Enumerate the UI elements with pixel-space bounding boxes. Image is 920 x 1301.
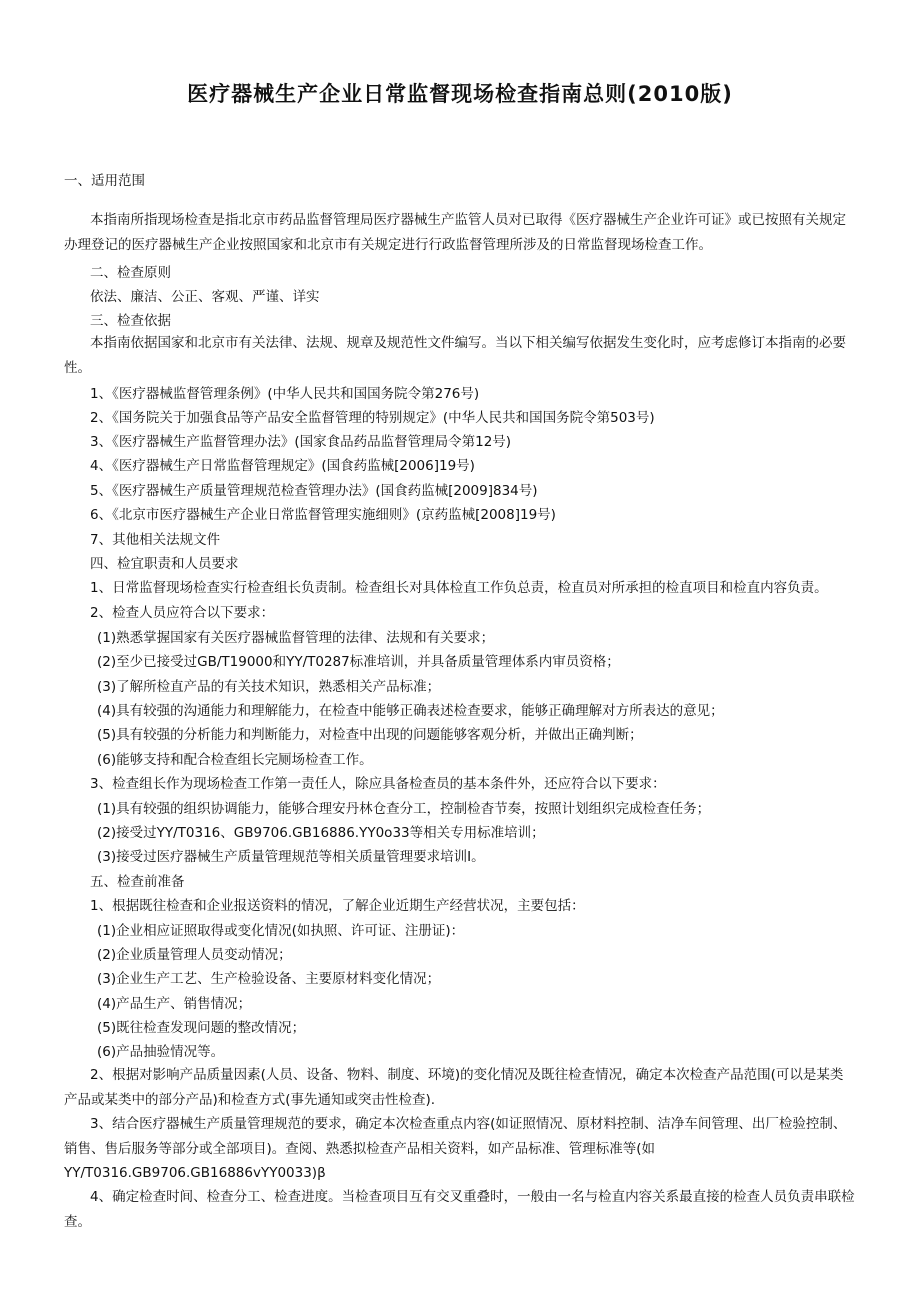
section-heading-scope: 一、适用范围 — [64, 173, 145, 189]
list-item: (3)企业生产工艺、生产检验设备、主要原材料变化情况； — [97, 971, 441, 987]
section-heading-principles: 二、检查原则 — [90, 265, 171, 281]
paragraph-preparation-2: 2、根据对影响产品质量因素(人员、设备、物料、制度、环境)的变化情况及既往检查情况，确定本次检查产品范围(可以是某类产品或某类中的部分产品)和检查方式(事先通知或突击性检查). — [64, 1067, 844, 1108]
list-item: (5)既往检查发现问题的整改情况； — [97, 1020, 306, 1036]
list-item: (5)具有较强的分析能力和判断能力，对检查中出现的问题能够客观分析，并做出正确判断； — [97, 727, 643, 743]
list-item: (4)产品生产、销售情况； — [97, 996, 252, 1012]
section-heading-basis: 三、检查依据 — [90, 313, 171, 329]
list-item: (1)企业相应证照取得或变化情况(如执照、许可证、注册证)： — [97, 923, 465, 939]
list-item: 1、《医疗器械监督管理条例》(中华人民共和国国务院令第276号) — [90, 386, 480, 402]
list-item: (2)企业质量管理人员变动情况； — [97, 947, 292, 963]
paragraph-preparation-1: 1、根据既往检查和企业报送资料的情况，了解企业近期生产经营状况，主要包括： — [90, 898, 585, 914]
list-item: 4、《医疗器械生产日常监督管理规定》(国食药监械[2006]19号) — [90, 458, 475, 474]
paragraph-basis: 本指南依据国家和北京市有关法律、法规、规章及规范性文件编写。当以下相关编写依据发生变化时，应考虑修订本指南的必要性。 — [64, 335, 846, 376]
paragraph-preparation-4: 4、确定检查时间、检查分工、检查进度。当检查项目互有交叉重叠时，一般由一名与检直内容关系最直接的检查人员负责串联检查。 — [64, 1189, 855, 1230]
list-item: (2)至少已接受过GB/T19000和YY/T0287标准培训，并具备质量管理体系内审员资格； — [97, 654, 620, 670]
list-item: (4)具有较强的沟通能力和理解能力，在检查中能够正确表述检查要求，能够正确理解对方所表达的意见； — [97, 703, 724, 719]
paragraph-duties-2: 2、检查人员应符合以下要求： — [90, 605, 275, 621]
list-item: 2、《国务院关于加强食品等产品安全监督管理的特别规定》(中华人民共和国国务院令第503号) — [90, 410, 655, 426]
section-heading-duties: 四、检宜职责和人员要求 — [90, 556, 239, 572]
paragraph-duties-3: 3、检查组长作为现场检查工作第一责任人，除应具备检查员的基本条件外，还应符合以下要求： — [90, 776, 666, 792]
list-item: (3)接受过医疗器械生产质量管理规范等相关质量管理要求培训Ⅰ。 — [97, 849, 485, 865]
paragraph-scope: 本指南所指现场检查是指北京市药品监督管理局医疗器械生产监管人员对已取得《医疗器械生产企业许可证》或已按照有关规定办理登记的医疗器械生产企业按照国家和北京市有关规定进行行政监督管理所涉及的日常监督现场检查工作。 — [64, 212, 846, 253]
list-item: 7、其他相关法规文件 — [90, 532, 221, 548]
paragraph-preparation-3: 3、结合医疗器械生产质量管理规范的要求，确定本次检查重点内容(如证照情况、原材料控制、洁净车间管理、出厂检验控制、销售、售后服务等部分或全部项目)。查阅、熟悉拟检查产品相关资料，如产品标准、管理标准等(如YY/T0316.GB9706.GB16886vYY0033)β — [64, 1116, 847, 1181]
list-item: 3、《医疗器械生产监督管理办法》(国家食品药品监督管理局令第12号) — [90, 434, 512, 450]
list-item: (1)具有较强的组织协调能力，能够合理安丹林仓查分工，控制检杳节奏，按照计划组织完成检查任务； — [97, 801, 711, 817]
list-item: 6、《北京市医疗器械生产企业日常监督管理实施细则》(京药监械[2008]19号) — [90, 507, 556, 523]
document-title: 医疗器械生产企业日常监督现场检查指南总则(2010版) — [187, 82, 733, 106]
list-item: (3)了解所检直产品的有关技术知识，熟悉相关产品标准； — [97, 679, 441, 695]
section-heading-preparation: 五、检查前准备 — [90, 874, 185, 890]
list-item: (6)能够支持和配合检查组长完厕场检查工作。 — [97, 752, 373, 768]
list-item: (1)熟悉掌握国家有关医疗器械监督管理的法律、法规和有关要求； — [97, 630, 495, 646]
list-item: (2)接受过YY/T0316、GB9706.GB16886.YY0o33等相关专用标准培训； — [97, 825, 545, 841]
paragraph-duties-1: 1、日常监督现场检查实行检查组长负责制。检查组长对具体检直工作负总责，检直员对所承担的检直项目和检直内容负责。 — [90, 580, 828, 596]
list-item: (6)产品抽验情况等。 — [97, 1044, 225, 1060]
list-item: 5、《医疗器械生产质量管理规范检查管理办法》(国食药监械[2009]834号) — [90, 483, 538, 499]
paragraph-principles: 依法、廉洁、公正、客观、严谨、详实 — [90, 289, 320, 305]
